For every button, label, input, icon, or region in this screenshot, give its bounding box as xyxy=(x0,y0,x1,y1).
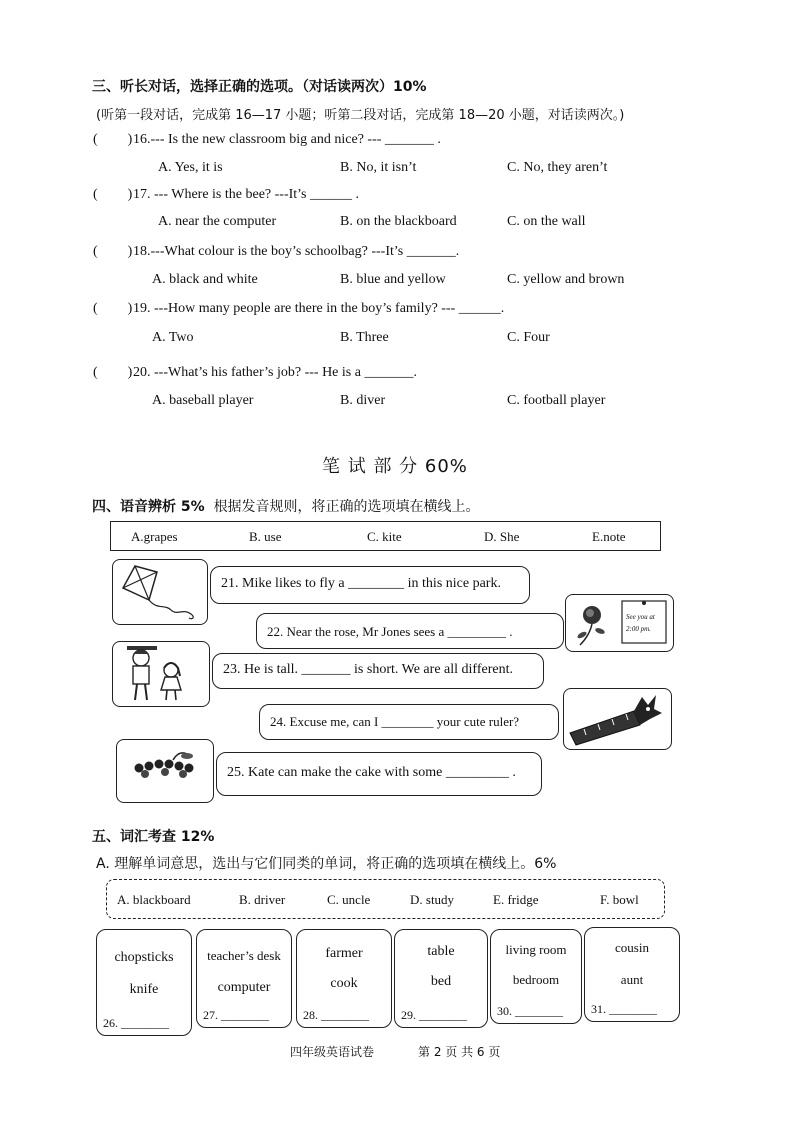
written-part-title: 笔 试 部 分 60% xyxy=(322,456,468,477)
group-30-word-2: bedroom xyxy=(512,972,560,987)
note-line-1: See you at xyxy=(626,613,655,621)
question-20: 20. ---What’s his father’s job? --- He is a _______. xyxy=(133,365,417,380)
q19-option-a[interactable]: A. Two xyxy=(152,330,194,345)
group-31-word-1: cousin xyxy=(615,940,649,955)
item-22[interactable]: 22. Near the rose, Mr Jones sees a _________ . xyxy=(267,624,513,639)
vocab-group-30 xyxy=(490,929,582,1024)
q18-option-c[interactable]: C. yellow and brown xyxy=(507,272,625,287)
kite-icon xyxy=(113,560,207,624)
item-25[interactable]: 25. Kate can make the cake with some _________ . xyxy=(227,765,516,780)
item-25-box xyxy=(216,752,542,796)
group-28-word-2: cook xyxy=(330,976,358,991)
vocab-option-c: C. uncle xyxy=(327,892,371,907)
question-18: 18.---What colour is the boy’s schoolbag? ---It’s _______. xyxy=(133,244,460,259)
q20-option-b[interactable]: B. diver xyxy=(340,393,386,408)
answer-29[interactable]: 29. ________ xyxy=(401,1008,467,1022)
group-29-word-2: bed xyxy=(430,974,452,989)
answer-paren-16[interactable]: ( ) xyxy=(93,132,133,147)
group-26-word-2: knife xyxy=(129,982,159,997)
q18-option-a[interactable]: A. black and white xyxy=(152,272,258,287)
item-24[interactable]: 24. Excuse me, can I ________ your cute ruler? xyxy=(270,714,520,729)
rose-note-picture xyxy=(565,594,674,652)
kids-picture xyxy=(112,641,210,707)
item-24-box xyxy=(259,704,559,740)
section4-heading: 四、语音辨析 5% 根据发音规则，将正确的选项填在横线上。 xyxy=(92,499,480,515)
answer-31[interactable]: 31. ________ xyxy=(591,1002,657,1016)
answer-30[interactable]: 30. ________ xyxy=(497,1004,563,1018)
section3-note: (听第一段对话，完成第 16—17 小题；听第二段对话，完成第 18—20 小题，对话读两次。) xyxy=(96,108,625,123)
rose-icon xyxy=(566,595,673,651)
answer-26[interactable]: 26. ________ xyxy=(103,1016,169,1030)
kite-picture xyxy=(112,559,208,625)
q18-option-b[interactable]: B. blue and yellow xyxy=(340,272,446,287)
answer-paren-20[interactable]: ( ) xyxy=(93,365,133,380)
tall-short-kids-icon xyxy=(113,642,209,706)
q16-option-c[interactable]: C. No, they aren’t xyxy=(507,160,608,175)
answer-28[interactable]: 28. ________ xyxy=(303,1008,369,1022)
ruler-picture xyxy=(563,688,672,750)
answer-paren-17[interactable]: ( ) xyxy=(93,187,133,202)
group-27-word-2: computer xyxy=(217,980,271,995)
cute-ruler-icon xyxy=(564,689,671,749)
answer-paren-19[interactable]: ( ) xyxy=(93,301,133,316)
note-line-2: 2:00 pm. xyxy=(626,625,651,633)
section5-heading: 五、词汇考查 12% xyxy=(92,829,215,845)
vocab-group-31 xyxy=(584,927,680,1022)
item-21[interactable]: 21. Mike likes to fly a ________ in this nice park. xyxy=(221,576,501,591)
vocab-option-d: D. study xyxy=(410,892,455,907)
q16-option-b[interactable]: B. No, it isn’t xyxy=(340,160,417,175)
question-19: 19. ---How many people are there in the boy’s family? --- ______. xyxy=(133,301,505,316)
phonics-option-c: C. kite xyxy=(367,529,402,544)
grapes-icon xyxy=(117,740,213,802)
answer-27[interactable]: 27. ________ xyxy=(203,1008,269,1022)
question-17: 17. --- Where is the bee? ---It’s ______ . xyxy=(133,187,359,202)
group-28-word-1: farmer xyxy=(325,946,363,961)
q16-option-a[interactable]: A. Yes, it is xyxy=(158,160,223,175)
item-21-box xyxy=(210,566,530,604)
section5-subheading: A. 理解单词意思，选出与它们同类的单词，将正确的选项填在横线上。6% xyxy=(96,856,557,872)
vocab-option-e: E. fridge xyxy=(493,892,539,907)
item-23-box xyxy=(212,653,544,689)
q20-option-a[interactable]: A. baseball player xyxy=(152,393,254,408)
item-22-box xyxy=(256,613,564,649)
q17-option-b[interactable]: B. on the blackboard xyxy=(340,214,457,229)
vocab-group-28 xyxy=(296,929,392,1028)
q20-option-c[interactable]: C. football player xyxy=(507,393,606,408)
phonics-option-e: E.note xyxy=(592,529,626,544)
phonics-option-d: D. She xyxy=(484,529,520,544)
answer-paren-18[interactable]: ( ) xyxy=(93,244,133,259)
phonics-option-b: B. use xyxy=(249,529,282,544)
q19-option-c[interactable]: C. Four xyxy=(507,330,550,345)
footer-title: 四年级英语试卷 xyxy=(290,1045,375,1059)
vocab-group-29 xyxy=(394,929,488,1028)
footer-page-number: 第 2 页 共 6 页 xyxy=(418,1045,501,1059)
vocab-option-b: B. driver xyxy=(239,892,286,907)
section3-heading: 三、听长对话，选择正确的选项。（对话读两次）10% xyxy=(92,79,427,95)
vocab-option-a: A. blackboard xyxy=(117,892,191,907)
vocab-group-27 xyxy=(196,929,292,1028)
group-26-word-1: chopsticks xyxy=(114,950,174,965)
group-29-word-1: table xyxy=(427,944,455,959)
phonics-option-a: A.grapes xyxy=(131,529,178,544)
vocab-option-f: F. bowl xyxy=(600,892,639,907)
q17-option-a[interactable]: A. near the computer xyxy=(158,214,277,229)
vocab-group-26 xyxy=(96,929,192,1036)
group-30-word-1: living room xyxy=(505,942,567,957)
grapes-picture xyxy=(116,739,214,803)
vocab-options-box xyxy=(106,879,665,919)
phonics-options-box xyxy=(110,521,661,551)
q19-option-b[interactable]: B. Three xyxy=(340,330,389,345)
question-16: 16.--- Is the new classroom big and nice? --- _______ . xyxy=(133,132,441,147)
group-31-word-2: aunt xyxy=(620,972,644,987)
item-23[interactable]: 23. He is tall. _______ is short. We are all different. xyxy=(223,662,513,677)
q17-option-c[interactable]: C. on the wall xyxy=(507,214,586,229)
group-27-word-1: teacher’s desk xyxy=(207,948,281,963)
